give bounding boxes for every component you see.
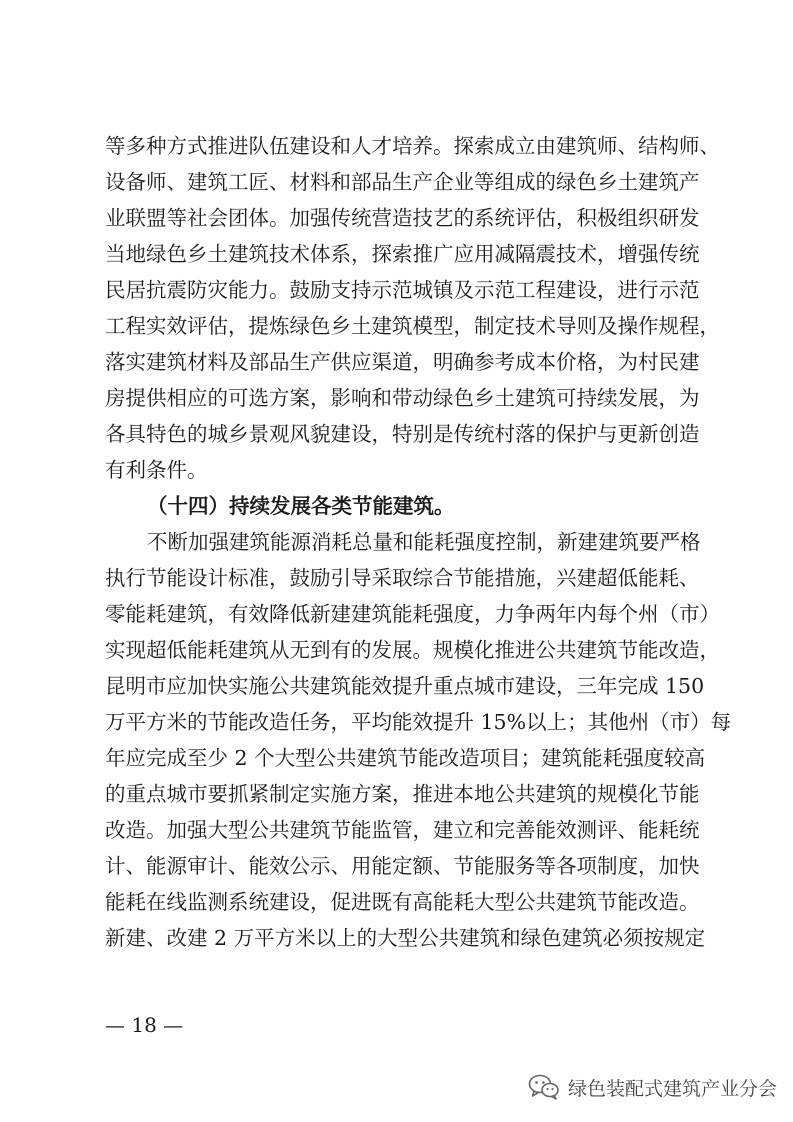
text-line: 房提供相应的可选方案，影响和带动绿色乡土建筑可持续发展，为: [105, 386, 700, 410]
text-line: 有利条件。: [105, 458, 208, 482]
text-line: 民居抗震防灾能力。鼓励支持示范城镇及示范工程建设，进行示范: [105, 278, 700, 302]
watermark-text: 绿色装配式建筑产业分会: [568, 1077, 778, 1100]
text-line: 改造。加强大型公共建筑节能监管，建立和完善能效测评、能耗统: [105, 818, 700, 842]
text-line: 工程实效评估，提炼绿色乡土建筑模型，制定技术导则及操作规程，: [105, 314, 720, 338]
text-line: 实现超低能耗建筑从无到有的发展。规模化推进公共建筑节能改造，: [105, 638, 720, 662]
text-line: 执行节能设计标准，鼓励引导采取综合节能措施，兴建超低能耗、: [105, 566, 700, 590]
text-line: 新建、改建 2 万平方米以上的大型公共建筑和绿色建筑必须按规定: [105, 926, 706, 950]
text-line: 当地绿色乡土建筑技术体系，探索推广应用减隔震技术，增强传统: [105, 242, 700, 266]
text-line: 万平方米的节能改造任务，平均能效提升 15%以上；其他州（市）每: [105, 710, 732, 734]
text-line: 年应完成至少 2 个大型公共建筑节能改造项目；建筑能耗强度较高: [105, 746, 706, 770]
text-line: 零能耗建筑，有效降低新建建筑能耗强度，力争两年内每个州（市）: [105, 602, 720, 626]
text-line: 等多种方式推进队伍建设和人才培养。探索成立由建筑师、结构师、: [105, 134, 720, 158]
text-line: 不断加强建筑能源消耗总量和能耗强度控制，新建建筑要严格: [147, 530, 701, 554]
text-line: 昆明市应加快实施公共建筑能效提升重点城市建设，三年完成 150: [105, 674, 705, 698]
text-line: 设备师、建筑工匠、材料和部品生产企业等组成的绿色乡土建筑产: [105, 170, 700, 194]
section-heading: （十四）持续发展各类节能建筑。: [147, 494, 455, 518]
text-line: 各具特色的城乡景观风貌建设，特别是传统村落的保护与更新创造: [105, 422, 700, 446]
wechat-icon: [528, 1073, 560, 1101]
text-line: 落实建筑材料及部品生产供应渠道，明确参考成本价格，为村民建: [105, 350, 700, 374]
text-line: 计、能源审计、能效公示、用能定额、节能服务等各项制度，加快: [105, 854, 700, 878]
text-line: 的重点城市要抓紧制定实施方案，推进本地公共建筑的规模化节能: [105, 782, 700, 806]
text-line: 能耗在线监测系统建设，促进既有高能耗大型公共建筑节能改造。: [105, 890, 700, 914]
text-line: 业联盟等社会团体。加强传统营造技艺的系统评估，积极组织研发: [105, 206, 700, 230]
page-number: — 18 —: [105, 1013, 184, 1037]
wechat-watermark: [528, 1068, 777, 1106]
